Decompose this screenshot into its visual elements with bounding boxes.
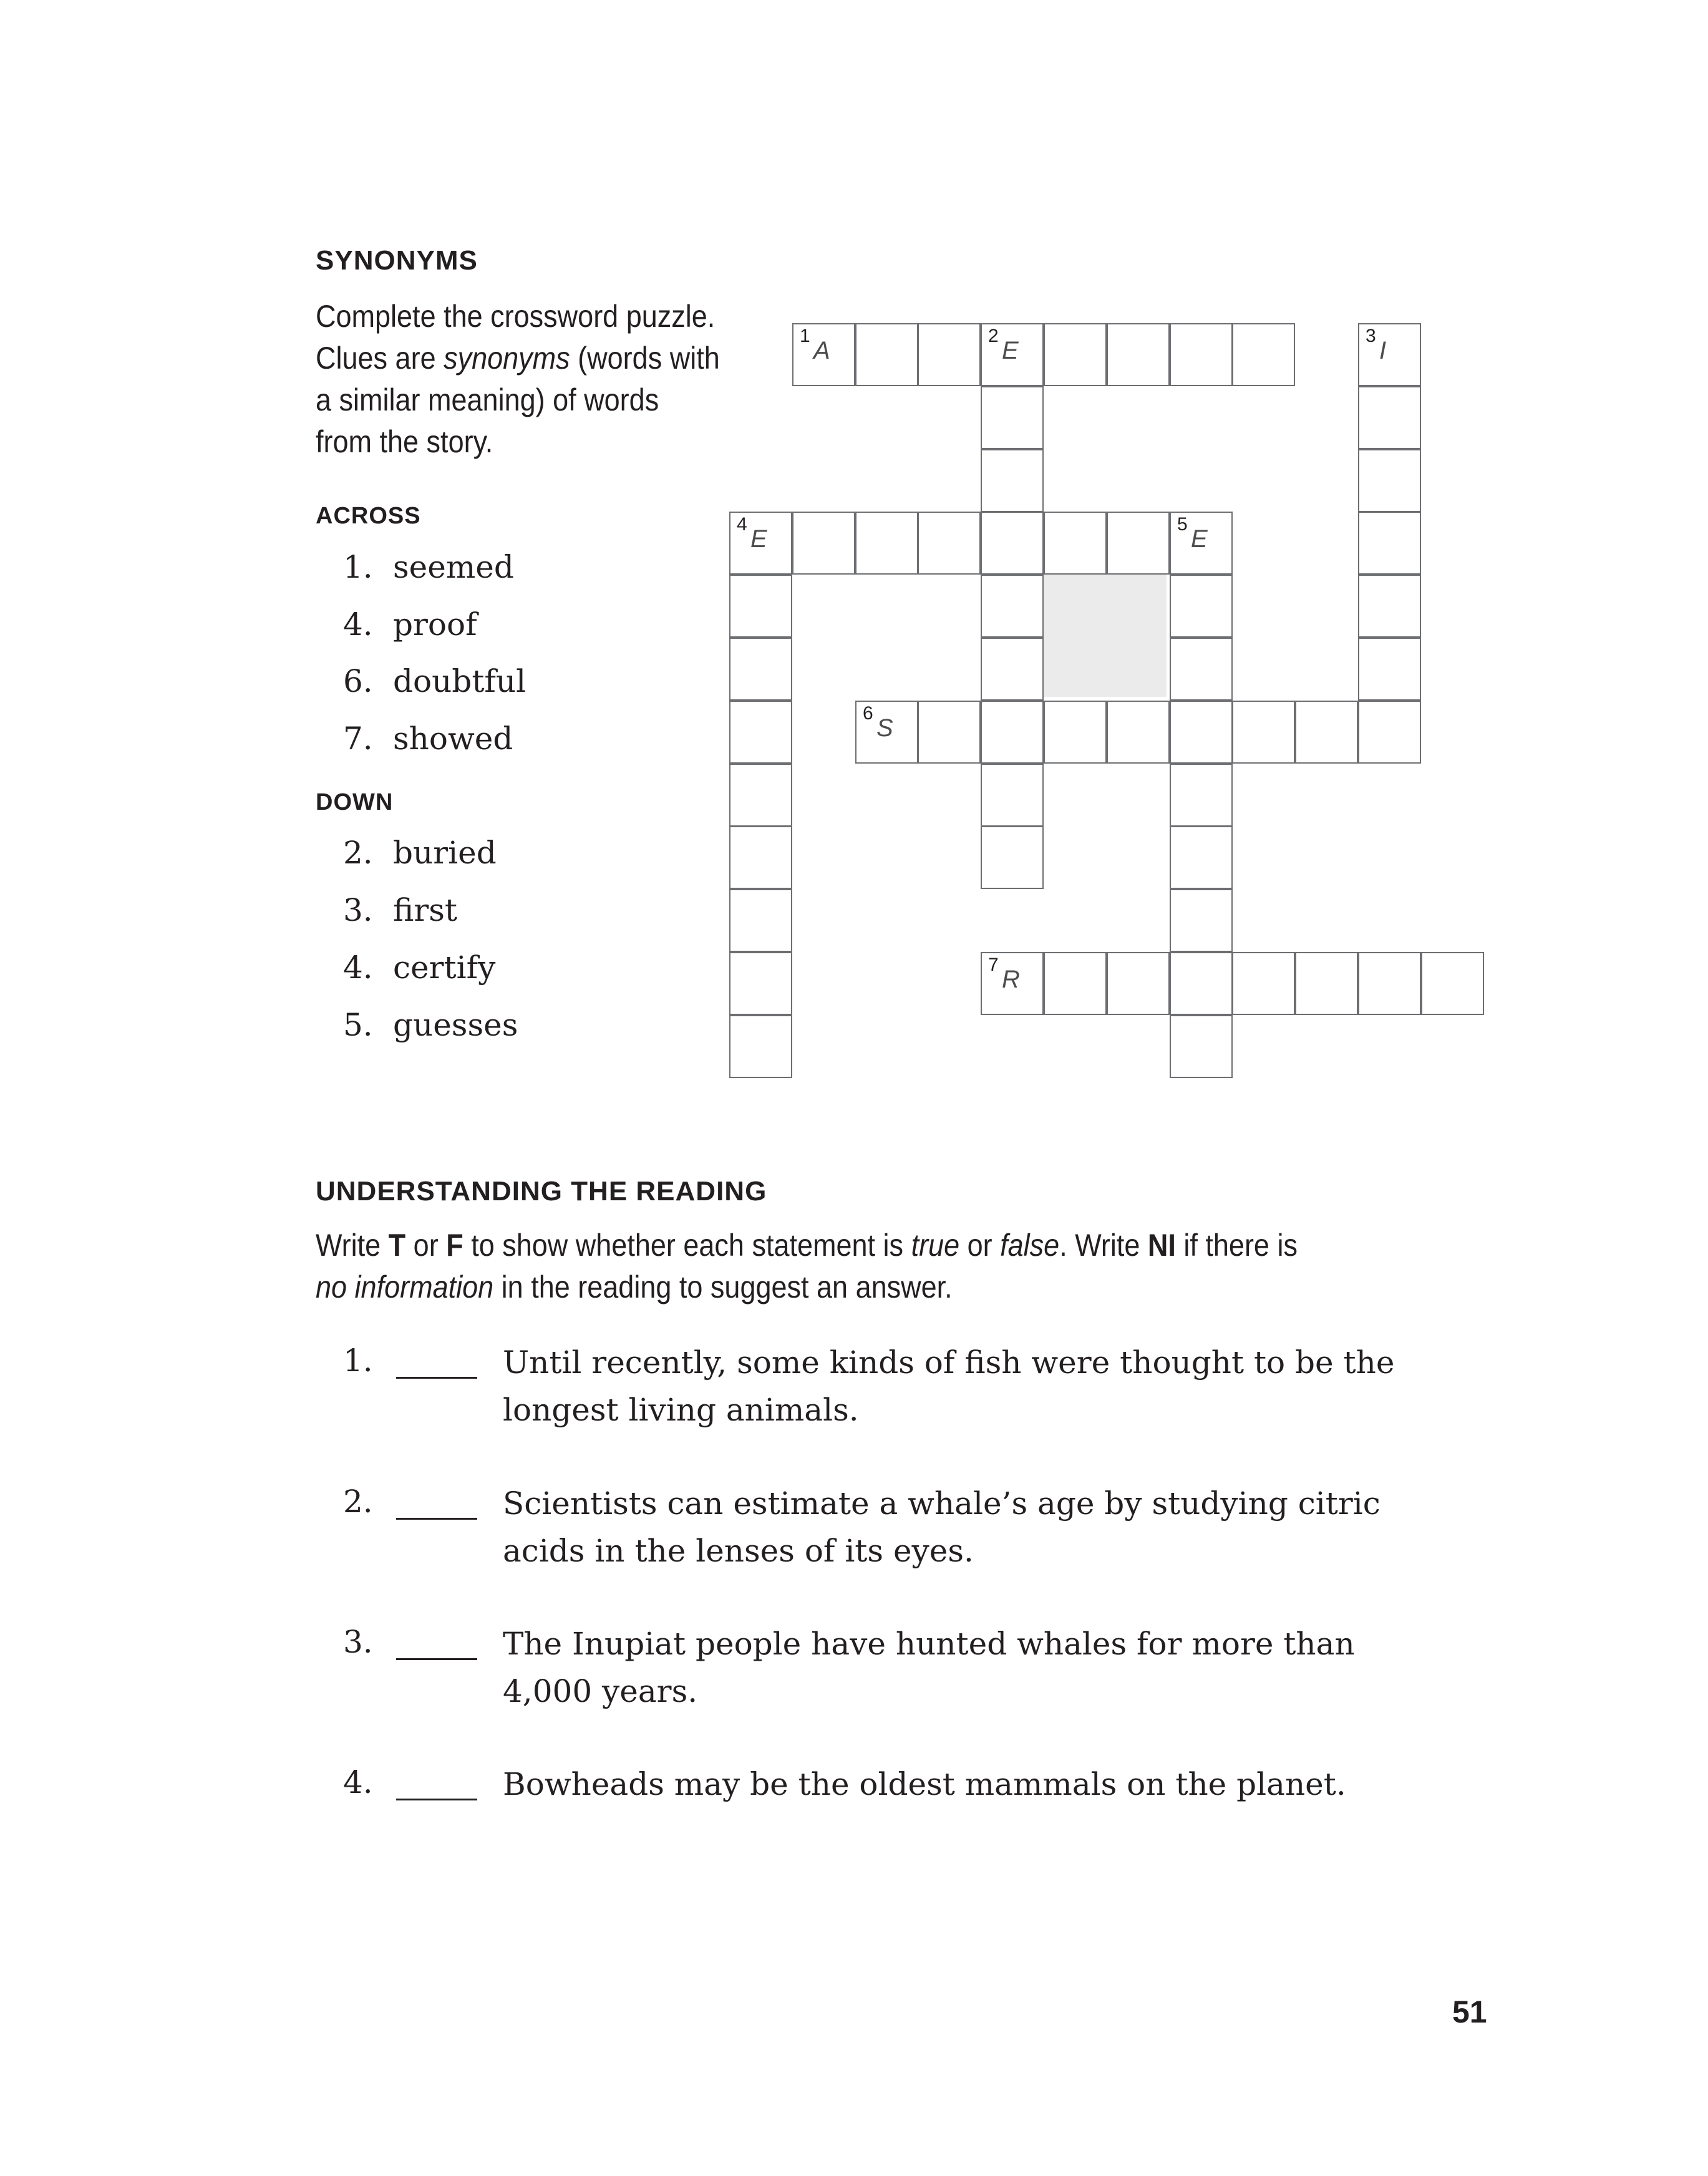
crossword-cell[interactable]	[1044, 701, 1107, 764]
crossword-cell[interactable]	[981, 764, 1044, 827]
prefilled-letter-1: A	[813, 337, 830, 364]
crossword-cell[interactable]	[981, 512, 1044, 575]
shaded-block	[1042, 572, 1167, 697]
answer-blank-3[interactable]	[396, 1658, 477, 1660]
statement-number: 2.	[343, 1484, 373, 1520]
prefilled-letter-2: E	[1002, 337, 1019, 364]
prefilled-letter-5: E	[1191, 525, 1208, 553]
crossword-cell[interactable]	[1044, 323, 1107, 386]
crossword-cell[interactable]	[1170, 952, 1233, 1015]
crossword-cell[interactable]	[1358, 449, 1421, 512]
synonyms-heading: SYNONYMS	[316, 245, 478, 276]
crossword-cell[interactable]	[1358, 952, 1421, 1015]
crossword-cell[interactable]	[1170, 889, 1233, 952]
crossword-cell[interactable]	[1232, 323, 1295, 386]
reading-heading: UNDERSTANDING THE READING	[316, 1176, 767, 1207]
crossword-cell[interactable]	[729, 764, 792, 827]
crossword-cell[interactable]	[1044, 952, 1107, 1015]
crossword-cell[interactable]	[1358, 575, 1421, 638]
crossword-cell[interactable]	[1358, 512, 1421, 575]
across-heading: ACROSS	[316, 503, 421, 529]
crossword-cell[interactable]	[1358, 701, 1421, 764]
prefilled-letter-4: E	[750, 525, 767, 553]
crossword-cell[interactable]	[1107, 512, 1170, 575]
statement-text: Bowheads may be the oldest mammals on the planet.	[503, 1766, 1346, 1802]
statement-text: The Inupiat people have hunted whales for more than 4,000 years.	[503, 1626, 1355, 1709]
crossword-cell[interactable]	[1232, 952, 1295, 1015]
crossword-cell[interactable]	[729, 701, 792, 764]
crossword-cell[interactable]	[729, 952, 792, 1015]
crossword-cell[interactable]	[1107, 952, 1170, 1015]
clue-number-6: 6	[863, 703, 873, 724]
clue-number-2: 2	[988, 326, 999, 346]
crossword-cell[interactable]	[792, 512, 855, 575]
crossword-cell[interactable]	[1232, 701, 1295, 764]
down-heading: DOWN	[316, 789, 394, 815]
clue-number-4: 4	[737, 514, 747, 535]
page-number: 51	[1452, 1994, 1487, 2029]
prefilled-letter-6: S	[876, 714, 893, 742]
crossword-cell[interactable]	[1170, 575, 1233, 638]
crossword-cell[interactable]	[981, 638, 1044, 701]
crossword-cell[interactable]	[1170, 638, 1233, 701]
clue-number-3: 3	[1366, 326, 1376, 346]
crossword-cell[interactable]	[1421, 952, 1484, 1015]
crossword-cell[interactable]	[729, 638, 792, 701]
intro-line-2: Clues are synonyms (words with	[316, 341, 720, 376]
crossword-cell[interactable]	[729, 889, 792, 952]
crossword-cell[interactable]	[1358, 386, 1421, 449]
statement-number: 1.	[343, 1343, 373, 1379]
crossword-cell[interactable]	[981, 449, 1044, 512]
crossword-cell[interactable]	[981, 826, 1044, 889]
crossword-cell[interactable]	[1170, 1015, 1233, 1078]
answer-blank-1[interactable]	[396, 1377, 477, 1379]
statement-text: Scientists can estimate a whale’s age by studying citric acids in the lenses of its eyes.	[503, 1485, 1380, 1569]
clue-number-5: 5	[1177, 514, 1188, 535]
crossword-cell[interactable]	[1295, 701, 1358, 764]
crossword-cell[interactable]	[855, 323, 918, 386]
prefilled-letter-7: R	[1002, 966, 1020, 993]
statement-text: Until recently, some kinds of fish were thought to be the longest living animals.	[503, 1344, 1395, 1428]
crossword-cell[interactable]	[729, 826, 792, 889]
crossword-cell[interactable]	[981, 575, 1044, 638]
statement-number: 4.	[343, 1764, 373, 1800]
crossword-cell[interactable]	[1170, 701, 1233, 764]
crossword-cell[interactable]	[1044, 512, 1107, 575]
crossword-cell[interactable]	[1170, 764, 1233, 827]
crossword-cell[interactable]	[1170, 323, 1233, 386]
crossword-cell[interactable]	[1107, 701, 1170, 764]
intro-line-3: a similar meaning) of words	[316, 382, 659, 417]
crossword-cell[interactable]	[1295, 952, 1358, 1015]
crossword-cell[interactable]	[729, 1015, 792, 1078]
crossword-cell[interactable]	[918, 323, 981, 386]
clue-number-7: 7	[988, 954, 999, 975]
crossword-cell[interactable]	[1107, 323, 1170, 386]
prefilled-letter-3: I	[1379, 337, 1387, 364]
crossword-cell[interactable]	[981, 701, 1044, 764]
crossword-cell[interactable]	[855, 512, 918, 575]
intro-line-1: Complete the crossword puzzle.	[316, 299, 716, 334]
answer-blank-4[interactable]	[396, 1799, 477, 1800]
crossword-cell[interactable]	[981, 386, 1044, 449]
reading-instructions: Write T or F to show whether each statement is true or false. Write NI if there is no information in the reading to suggest an answer.	[316, 1228, 1298, 1304]
clue-number-1: 1	[800, 326, 810, 346]
crossword-cell[interactable]	[1170, 826, 1233, 889]
crossword-cell[interactable]	[729, 575, 792, 638]
answer-blank-2[interactable]	[396, 1518, 477, 1520]
statement-number: 3.	[343, 1624, 373, 1660]
crossword-cell[interactable]	[918, 701, 981, 764]
crossword-cell[interactable]	[1358, 638, 1421, 701]
intro-line-4: from the story.	[316, 424, 493, 459]
crossword-cell[interactable]	[918, 512, 981, 575]
